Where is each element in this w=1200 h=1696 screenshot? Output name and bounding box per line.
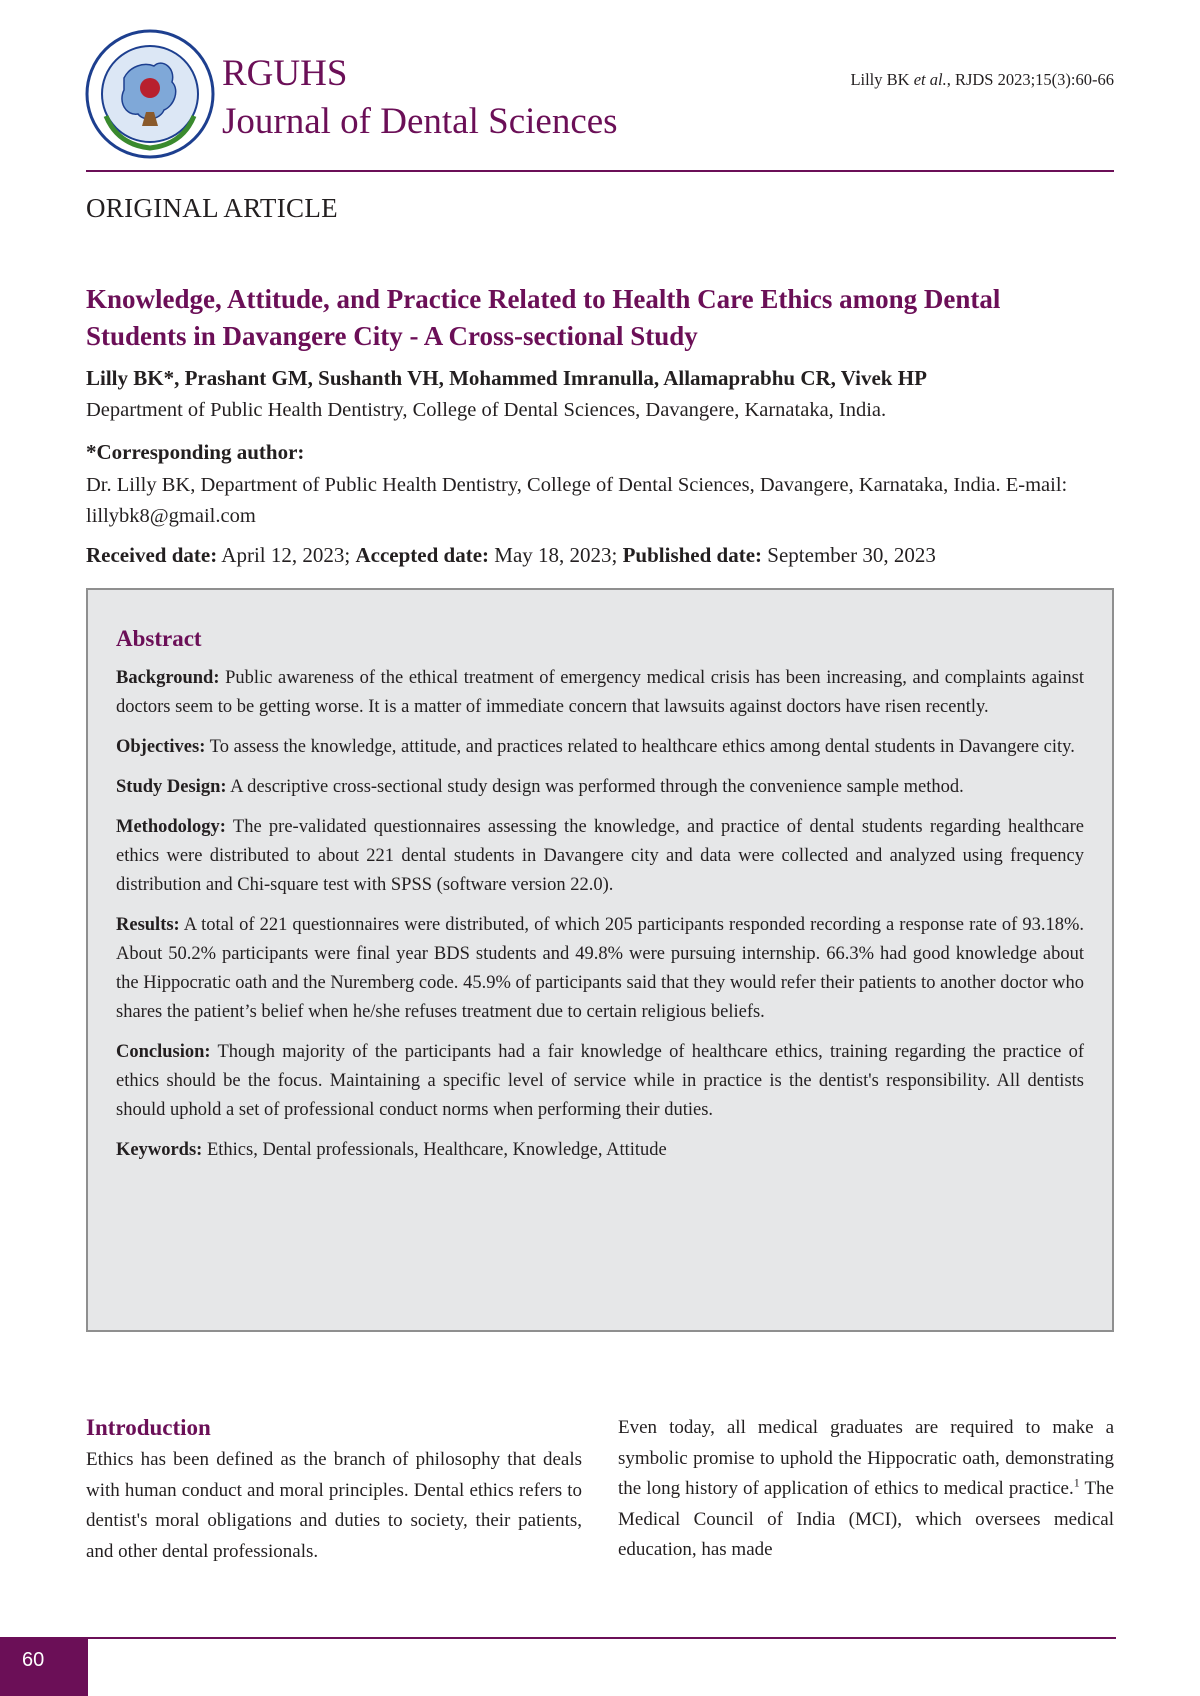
introduction-paragraph: Ethics has been defined as the branch of philosophy that deals with human conduct and moral principles. Dental ethics refers to dentist's moral obligations and duties to society, their patients, and other dental professionals. [86, 1449, 582, 1562]
title-line1: Knowledge, Attitude, and Practice Related to Health Care Ethics among Dental [86, 284, 1001, 314]
title-line2: Students in Davangere City - A Cross-sectional Study [86, 321, 698, 351]
article-type: ORIGINAL ARTICLE [86, 193, 338, 223]
university-seal-icon [84, 28, 216, 160]
section-text: Public awareness of the ethical treatment of emergency medical crisis has been increasing, and complaints against doctors seem to be getting worse. It is a matter of immediate concern that lawsuits against doctors have risen recently. [116, 668, 1084, 717]
body-column-left [86, 1413, 582, 1567]
abstract-objectives [116, 733, 1084, 762]
accepted-value: May 18, 2023; [489, 543, 623, 567]
section-text: Ethics, Dental professionals, Healthcare, Knowledge, Attitude [202, 1140, 667, 1160]
section-label: Conclusion: [116, 1042, 211, 1062]
header-divider [86, 170, 1114, 172]
paragraph-text: Even today, all medical graduates are required to make a symbolic promise to uphold the Hippocratic oath, demonstrating the long history of application of ethics to medical practice. [618, 1417, 1114, 1499]
citation [850, 70, 1114, 90]
abstract-results [116, 911, 1084, 1027]
citation-prefix: Lilly BK [850, 70, 914, 89]
received-value: April 12, 2023; [217, 543, 356, 567]
body-column-right [618, 1413, 1114, 1566]
section-text: A total of 221 questionnaires were distributed, of which 205 participants responded recording a response rate of 93.18%. About 50.2% participants were final year BDS students and 49.8% were pursuing internship. 66.3% had good knowledge about the Hippocratic oath and the Nuremberg code. 45.9% of participants said that they would refer their patients to another doctor who shares the patient’s belief when he/she refuses treatment due to certain religious beliefs. [116, 915, 1084, 1022]
abstract-background [116, 664, 1084, 722]
published-label: Published date: [622, 543, 763, 567]
paragraph-text: The Medical Council of India (MCI), which oversees medical education, has made [618, 1478, 1114, 1560]
journal-name [222, 50, 618, 146]
footer-divider [0, 1637, 1116, 1639]
corresponding-text: Dr. Lilly BK, Department of Public Health Dentistry, College of Dental Sciences, Davangere, Karnataka, India. E-mail: lillybk8@gmail.com [86, 474, 1068, 527]
citation-suffix: , RJDS 2023;15(3):60-66 [946, 70, 1114, 89]
abstract-keywords [116, 1136, 1084, 1165]
received-label: Received date: [86, 543, 218, 567]
section-text: Though majority of the participants had a fair knowledge of healthcare ethics, training regarding the practice of ethics should be the focus. Maintaining a specific level of service while in practice is the dentist's responsibility. All dentists should uphold a set of professional conduct norms when performing their duties. [116, 1042, 1084, 1120]
article-title [86, 281, 1116, 355]
section-text: The pre-validated questionnaires assessing the knowledge, and practice of dental students regarding healthcare ethics were distributed to about 221 dental students in Davangere city and data were collected and analyzed using frequency distribution and Chi-square test with SPSS (software version 22.0). [116, 817, 1084, 895]
section-label: Keywords: [116, 1140, 203, 1160]
article-dates [86, 543, 936, 568]
page-number: 60 [0, 1637, 88, 1696]
journal-name-line2: Journal of Dental Sciences [222, 101, 618, 142]
abstract-box [86, 588, 1114, 1332]
abstract-heading: Abstract [116, 626, 202, 651]
accepted-label: Accepted date: [355, 543, 490, 567]
citation-etal: et al. [913, 70, 947, 89]
abstract-study-design [116, 773, 1084, 802]
abstract-methodology [116, 813, 1084, 900]
section-text: To assess the knowledge, attitude, and practices related to healthcare ethics among dental students in Davangere city. [205, 737, 1075, 757]
corresponding-label: *Corresponding author: [86, 440, 305, 464]
abstract-conclusion [116, 1038, 1084, 1125]
section-label: Study Design: [116, 777, 227, 797]
affiliation: Department of Public Health Dentistry, College of Dental Sciences, Davangere, Karnataka, India. [86, 399, 887, 421]
section-label: Background: [116, 668, 220, 688]
introduction-paragraph-continued [618, 1413, 1114, 1566]
section-label: Methodology: [116, 817, 226, 837]
section-text: A descriptive cross-sectional study design was performed through the convenience sample method. [226, 777, 964, 797]
authors: Lilly BK*, Prashant GM, Sushanth VH, Mohammed Imranulla, Allamaprabhu CR, Vivek HP [86, 366, 927, 390]
section-label: Results: [116, 915, 180, 935]
section-label: Objectives: [116, 737, 206, 757]
introduction-heading: Introduction [86, 1415, 211, 1440]
published-value: September 30, 2023 [762, 543, 936, 567]
reference-marker[interactable]: 1 [1073, 1475, 1080, 1490]
journal-name-line1: RGUHS [222, 53, 348, 94]
